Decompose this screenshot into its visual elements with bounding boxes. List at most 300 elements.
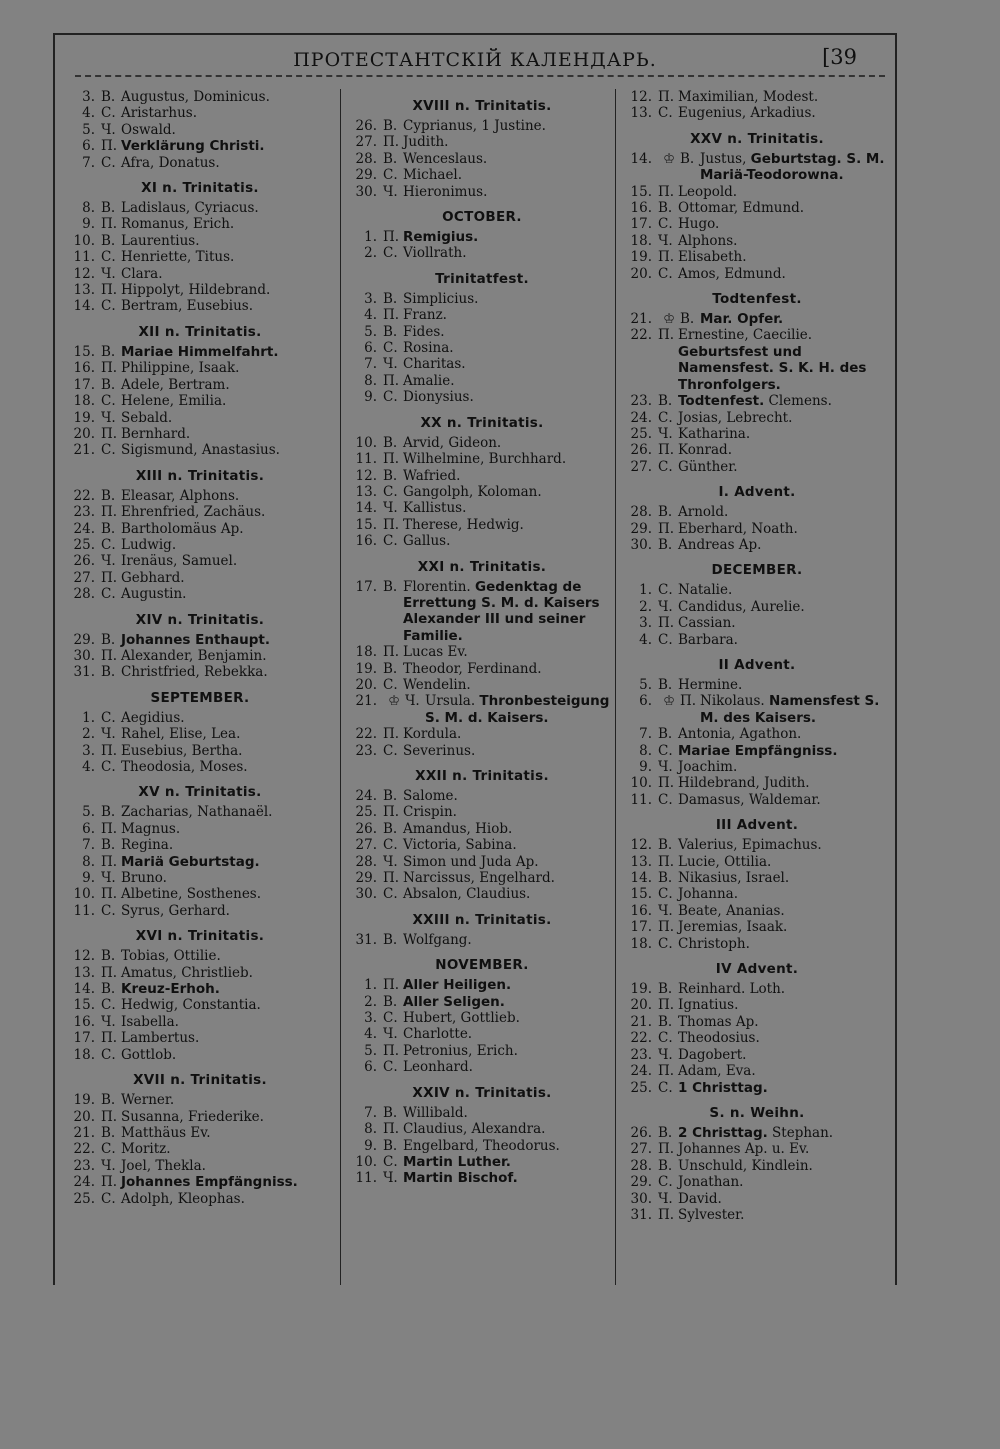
saint-names: Hubert, Gottlieb. [403, 1010, 520, 1027]
calendar-entry [622, 1014, 892, 1030]
day-number: 11. [73, 249, 95, 266]
calendar-entry [622, 1080, 892, 1096]
weekday-abbrev: П. [658, 442, 675, 459]
weekday-abbrev: С. [658, 791, 673, 808]
section-heading: XVI n. Trinitatis. [135, 928, 265, 945]
day-number: 23. [355, 742, 377, 759]
calendar-entry [622, 459, 892, 475]
entry-names [121, 504, 335, 520]
weekday-abbrev: В. [101, 981, 116, 998]
calendar-entry [347, 340, 617, 356]
saint-names: Michael. [403, 167, 463, 184]
calendar-entry [65, 1174, 335, 1190]
entry-names [403, 184, 617, 200]
day-number: 13. [630, 105, 652, 122]
day-number: 13. [355, 483, 377, 500]
section-heading: XIII n. Trinitatis. [135, 467, 265, 484]
entry-names [403, 994, 617, 1010]
weekday-abbrev: П. [101, 1108, 118, 1125]
weekday-abbrev: П. [383, 870, 400, 887]
day-number: 17. [630, 216, 652, 233]
saint-names: Laurentius. [121, 232, 200, 249]
entry-names [678, 1207, 892, 1223]
day-number: 2. [364, 245, 377, 262]
entry-names [121, 233, 335, 249]
calendar-entry [622, 775, 892, 791]
weekday-abbrev: В. [101, 631, 116, 648]
weekday-abbrev: В. [101, 520, 116, 537]
calendar-entry [347, 151, 617, 167]
day-number: 19. [73, 409, 95, 426]
saint-names: Albetine, Sosthenes. [121, 886, 262, 903]
weekday-abbrev: В. [680, 150, 695, 167]
calendar-entry [65, 360, 335, 376]
entry-names [403, 1138, 617, 1154]
weekday-abbrev: Ч. [658, 1190, 673, 1207]
day-number: 8. [364, 1121, 377, 1138]
saint-names: Zacharias, Nathanaël. [121, 804, 273, 821]
entry-names [403, 1043, 617, 1059]
day-number: 4. [82, 759, 95, 775]
day-number: 18. [630, 935, 652, 952]
day-number: 12. [630, 89, 652, 105]
day-number: 10. [73, 232, 95, 249]
entry-names [403, 229, 617, 245]
weekday-abbrev: П. [383, 516, 400, 533]
day-number: 24. [630, 409, 652, 426]
entry-names [678, 1030, 892, 1046]
entry-names [121, 138, 335, 154]
day-number: 14. [73, 298, 95, 315]
calendar-entry [622, 1063, 892, 1079]
saint-names: Christoph. [678, 935, 750, 952]
feast-name: Remigius. [403, 229, 479, 246]
saint-names: Wilhelmine, Burchhard. [403, 451, 567, 468]
entry-names [678, 1014, 892, 1030]
entry-names [403, 451, 617, 467]
weekday-abbrev: П. [383, 229, 400, 246]
weekday-abbrev: С. [383, 1010, 398, 1027]
entry-names [403, 579, 617, 645]
calendar-entry [622, 442, 892, 458]
calendar-entry [622, 426, 892, 442]
calendar-entry [622, 632, 892, 648]
weekday-abbrev: П. [383, 1121, 400, 1138]
entry-names [403, 435, 617, 451]
calendar-entry [347, 451, 617, 467]
weekday-abbrev: С. [383, 886, 398, 903]
day-number: 26. [630, 1124, 652, 1141]
weekday-abbrev: П. [383, 804, 400, 821]
entry-names [403, 726, 617, 742]
calendar-entry [622, 521, 892, 537]
weekday-abbrev: В. [383, 434, 398, 451]
saint-names: Ehrenfried, Zachäus. [121, 504, 266, 521]
entry-names [678, 249, 892, 265]
entry-names [678, 759, 892, 775]
calendar-entry [65, 105, 335, 121]
weekday-abbrev: В. [658, 837, 673, 854]
calendar-entry [622, 759, 892, 775]
day-number: 8. [364, 372, 377, 389]
weekday-abbrev: П. [101, 216, 118, 233]
saint-names: Sylvester. [678, 1206, 745, 1223]
day-number: 25. [630, 425, 652, 442]
day-number: 21. [630, 1013, 652, 1030]
weekday-abbrev: В. [658, 726, 673, 743]
weekday-abbrev: В. [101, 89, 116, 105]
calendar-entry [65, 870, 335, 886]
calendar-entry [65, 553, 335, 569]
weekday-abbrev: В. [383, 931, 398, 948]
saint-names: Charlotte. [403, 1026, 473, 1043]
weekday-abbrev: С. [101, 249, 116, 266]
entry-names [121, 105, 335, 121]
saint-names: Gallus. [403, 533, 451, 550]
entry-names [121, 997, 335, 1013]
entry-names [403, 1010, 617, 1026]
section-heading: XIV n. Trinitatis. [135, 611, 265, 628]
saint-names: Joachim. [678, 759, 738, 775]
entry-names [700, 693, 892, 726]
weekday-abbrev: Ч. [658, 902, 673, 919]
weekday-abbrev: П. [658, 249, 675, 266]
weekday-abbrev: Ч. [383, 183, 398, 200]
calendar-entry [347, 324, 617, 340]
entry-names [678, 726, 892, 742]
calendar-entry [65, 664, 335, 680]
weekday-abbrev: П. [383, 977, 400, 994]
weekday-abbrev: В. [658, 1124, 673, 1141]
entry-names [121, 410, 335, 426]
saint-names: Gebhard. [121, 569, 185, 586]
weekday-abbrev: С. [101, 1190, 116, 1207]
entry-names [403, 788, 617, 804]
calendar-entry [347, 661, 617, 677]
calendar-entry [622, 249, 892, 265]
day-number: 26. [630, 442, 652, 459]
calendar-entry [622, 837, 892, 853]
day-number: 27. [630, 1141, 652, 1158]
calendar-entry [347, 579, 617, 645]
entry-names [121, 1191, 335, 1207]
calendar-page [53, 33, 897, 1285]
weekday-abbrev: П. [101, 282, 118, 299]
calendar-entry [65, 759, 335, 775]
weekday-abbrev: В. [101, 343, 116, 360]
saint-names: Theodosia, Moses. [121, 759, 248, 775]
entry-names [121, 759, 335, 775]
day-number: 7. [639, 726, 652, 743]
weekday-abbrev: В. [101, 837, 116, 854]
feast-name: Mariae Himmelfahrt. [121, 343, 279, 360]
day-number: 14. [355, 500, 377, 517]
day-number: 31. [73, 664, 95, 681]
calendar-entry [622, 1191, 892, 1207]
feast-name: Aller Seligen. [403, 993, 505, 1010]
day-number: 5. [82, 121, 95, 138]
weekday-abbrev: В. [383, 820, 398, 837]
weekday-abbrev: В. [383, 290, 398, 307]
weekday-abbrev: С. [383, 245, 398, 262]
feast-name: Johannes Enthaupt. [121, 631, 270, 648]
calendar-entry [65, 1125, 335, 1141]
calendar-entry [65, 393, 335, 409]
calendar-entry [65, 410, 335, 426]
saint-names: Christfried, Rebekka. [121, 664, 268, 681]
calendar-entry [347, 118, 617, 134]
day-number: 26. [355, 820, 377, 837]
calendar-entry [622, 1030, 892, 1046]
calendar-entry [65, 837, 335, 853]
saint-names: Candidus, Aurelie. [678, 598, 805, 615]
entry-names [678, 1080, 892, 1096]
entry-names [121, 266, 335, 282]
section-heading: XI n. Trinitatis. [141, 180, 259, 197]
day-number: 1. [82, 709, 95, 726]
section-heading: XXI n. Trinitatis. [417, 558, 547, 575]
weekday-abbrev: П. [101, 742, 118, 759]
calendar-entry [65, 1191, 335, 1207]
entry-names [121, 521, 335, 537]
weekday-abbrev: С. [658, 458, 673, 475]
weekday-abbrev: С. [101, 154, 116, 171]
calendar-entry [65, 344, 335, 360]
calendar-entry [347, 533, 617, 549]
entry-names [403, 870, 617, 886]
saint-names: Bruno. [121, 870, 167, 887]
calendar-entry [347, 500, 617, 516]
entry-names [403, 533, 617, 549]
calendar-entry [65, 804, 335, 820]
entry-names [121, 216, 335, 232]
day-number: 30. [630, 1190, 652, 1207]
day-number: 9. [82, 870, 95, 887]
entry-names [403, 1059, 617, 1075]
day-number: 5. [82, 804, 95, 821]
saint-names: Regina. [121, 837, 174, 854]
calendar-entry [622, 1207, 892, 1223]
entry-names [678, 870, 892, 886]
weekday-abbrev: П. [658, 89, 675, 105]
entry-names [121, 298, 335, 314]
saint-names: Unschuld, Kindlein. [678, 1157, 813, 1174]
saint-names: Gangolph, Koloman. [403, 483, 542, 500]
day-number: 5. [364, 323, 377, 340]
saint-names: Claudius, Alexandra. [403, 1121, 546, 1138]
day-number: 16. [630, 200, 652, 217]
saint-names: Joel, Thekla. [121, 1157, 206, 1174]
weekday-abbrev: В. [658, 676, 673, 693]
entry-names [121, 249, 335, 265]
saint-names: Lucie, Ottilia. [678, 853, 772, 870]
day-number: 1. [639, 582, 652, 599]
day-number: 17. [73, 1030, 95, 1047]
saint-names: Matthäus Ev. [121, 1124, 211, 1141]
feast-name: Namensfest S. M. des Kaisers. [700, 693, 880, 726]
day-number: 23. [73, 504, 95, 521]
day-number: 23. [630, 1046, 652, 1063]
entry-names [121, 344, 335, 360]
calendar-entry [65, 981, 335, 997]
crown-icon: ♔ [662, 311, 676, 328]
saint-names: Bartholomäus Ap. [121, 520, 244, 537]
day-number: 31. [630, 1206, 652, 1223]
entry-names [678, 677, 892, 693]
entry-names [403, 932, 617, 948]
weekday-abbrev: В. [101, 487, 116, 504]
calendar-entry [347, 743, 617, 759]
weekday-abbrev: С. [383, 676, 398, 693]
saint-names: Natalie. [678, 582, 733, 599]
calendar-entry [622, 743, 892, 759]
day-number: 5. [639, 676, 652, 693]
feast-name: 2 Christtag. [678, 1124, 768, 1141]
calendar-entry [347, 1154, 617, 1170]
header-divider [75, 75, 885, 77]
entry-names [403, 677, 617, 693]
weekday-abbrev: С. [101, 536, 116, 553]
calendar-entry [622, 233, 892, 249]
saint-names: Johannes Ap. u. Ev. [678, 1141, 810, 1158]
saint-names: Adolph, Kleophas. [121, 1190, 245, 1207]
saint-names: Cyprianus, 1 Justine. [403, 118, 546, 134]
entry-names [121, 377, 335, 393]
saint-names: Adele, Bertram. [121, 376, 230, 393]
entry-names [678, 327, 892, 393]
feast-name: Martin Luther. [403, 1153, 511, 1170]
weekday-abbrev: С. [658, 409, 673, 426]
weekday-abbrev: П. [383, 372, 400, 389]
calendar-entry [347, 389, 617, 405]
saint-names: Oswald. [121, 121, 176, 138]
weekday-abbrev: В. [658, 393, 673, 410]
calendar-entry [65, 266, 335, 282]
saint-names: Tobias, Ottilie. [121, 948, 221, 965]
entry-names [121, 426, 335, 442]
day-number: 18. [73, 393, 95, 410]
calendar-entry [65, 89, 335, 105]
entry-names [678, 410, 892, 426]
day-number: 24. [630, 1063, 652, 1080]
weekday-abbrev: С. [383, 1059, 398, 1076]
day-number: 15. [73, 343, 95, 360]
feast-name: Aller Heiligen. [403, 977, 512, 994]
entry-names [121, 981, 335, 997]
day-number: 16. [73, 1013, 95, 1030]
calendar-entry [65, 1047, 335, 1063]
saint-names: Kordula. [403, 726, 462, 743]
day-number: 17. [630, 919, 652, 936]
day-number: 17. [73, 376, 95, 393]
day-number: 21. [630, 311, 652, 328]
calendar-entry [347, 468, 617, 484]
saint-names: Nikasius, Israel. [678, 870, 790, 887]
calendar-entry [65, 648, 335, 664]
saint-names: Elisabeth. [678, 249, 747, 266]
section-heading: XXII n. Trinitatis. [415, 768, 549, 784]
calendar-entry [65, 965, 335, 981]
calendar-entry [65, 282, 335, 298]
feast-name: 1 Christtag. [678, 1079, 768, 1096]
weekday-abbrev: П. [658, 1063, 675, 1080]
day-number: 3. [364, 1010, 377, 1027]
saint-names: Clara. [121, 265, 163, 282]
day-number: 20. [630, 265, 652, 282]
section-heading: XVIII n. Trinitatis. [412, 98, 552, 114]
day-number: 7. [82, 154, 95, 171]
entry-names [678, 632, 892, 648]
calendar-entry [65, 1141, 335, 1157]
calendar-entry [622, 903, 892, 919]
calendar-entry [347, 435, 617, 451]
weekday-abbrev: В. [383, 578, 398, 595]
entry-names [121, 155, 335, 171]
weekday-abbrev: В. [658, 981, 673, 998]
entry-names [403, 743, 617, 759]
weekday-abbrev: П. [658, 919, 675, 936]
weekday-abbrev: С. [658, 1030, 673, 1047]
saint-names: Florentin. [403, 578, 475, 595]
weekday-abbrev: С. [101, 902, 116, 919]
feast-name: Mar. Opfer. [700, 311, 784, 328]
entry-names [121, 1014, 335, 1030]
weekday-abbrev: Ч. [658, 425, 673, 442]
saint-names: Willibald. [403, 1104, 468, 1121]
saint-names: Aegidius. [121, 709, 185, 726]
day-number: 22. [630, 1030, 652, 1047]
saint-names: Ernestine, Caecilie. [678, 327, 813, 344]
section-heading: Trinitatfest. [435, 270, 529, 287]
entry-names [403, 151, 617, 167]
calendar-entry [65, 233, 335, 249]
feast-name: Verklärung Christi. [121, 138, 265, 155]
calendar-entry [622, 1174, 892, 1190]
entry-names [403, 804, 617, 820]
saint-names: Bertram, Eusebius. [121, 298, 254, 315]
calendar-entry [65, 249, 335, 265]
weekday-abbrev: Ч. [101, 553, 116, 570]
weekday-abbrev: С. [658, 1079, 673, 1096]
calendar-entry [347, 1010, 617, 1026]
weekday-abbrev: П. [383, 307, 400, 324]
section-heading: XX n. Trinitatis. [420, 414, 544, 431]
entry-names [678, 504, 892, 520]
feast-name: Geburtstag. S. M. Mariä-Teodorowna. [700, 150, 885, 184]
day-number: 25. [630, 1079, 652, 1096]
weekday-abbrev: С. [101, 997, 116, 1014]
saint-names: Clemens. [764, 393, 832, 410]
day-number: 21. [73, 1124, 95, 1141]
saint-names: Narcissus, Engelhard. [403, 870, 555, 887]
day-number: 29. [630, 520, 652, 537]
calendar-entry [622, 599, 892, 615]
saint-names: Salome. [403, 788, 458, 804]
section-heading: NOVEMBER. [435, 957, 529, 974]
entry-names [678, 919, 892, 935]
calendar-entry [347, 1138, 617, 1154]
weekday-abbrev: П. [658, 853, 675, 870]
day-number: 24. [355, 788, 377, 804]
day-number: 29. [355, 167, 377, 184]
saint-names: Ottomar, Edmund. [678, 200, 805, 217]
day-number: 6. [639, 693, 652, 710]
calendar-entry [65, 1109, 335, 1125]
saint-names: Alexander, Benjamin. [121, 647, 267, 664]
weekday-abbrev: В. [383, 788, 398, 804]
day-number: 29. [355, 870, 377, 887]
weekday-abbrev: В. [101, 804, 116, 821]
